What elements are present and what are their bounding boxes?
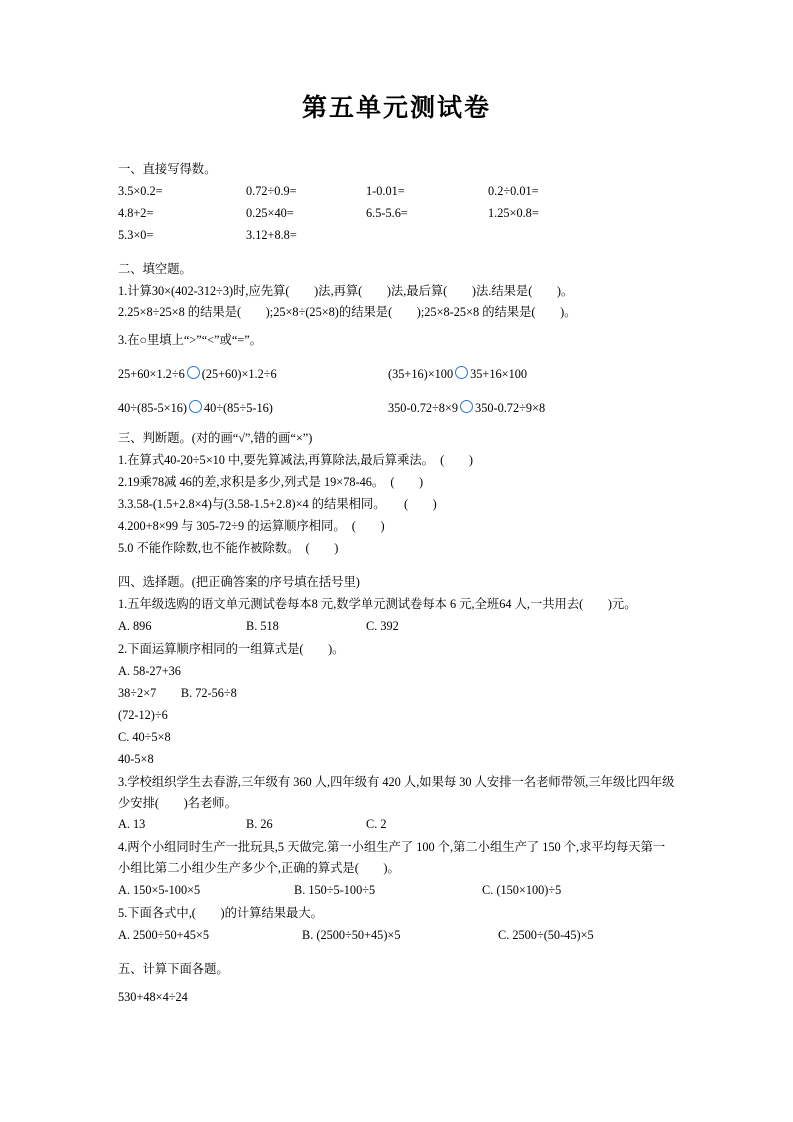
compare-left: 40÷(85-5×16) [118, 401, 188, 416]
choice-option[interactable]: C. 2 [366, 817, 387, 832]
truefalse-item-5: 5.0 不能作除数,也不能作被除数。 ( ) [118, 540, 339, 555]
choice-option[interactable]: 40-5×8 [118, 751, 154, 766]
compare-right: 35+16×100 [470, 367, 528, 382]
calc-row [118, 226, 675, 246]
calc-row [118, 204, 675, 224]
section-heading-2: 二、填空题。 [118, 261, 192, 276]
worksheet-content [0, 160, 793, 1008]
compare-row [118, 399, 675, 419]
choice-option[interactable]: C. 40÷5×8 [118, 729, 171, 744]
choice-option[interactable]: A. 58-27+36 [118, 664, 181, 679]
circle-blank-icon[interactable] [189, 400, 202, 413]
choice-item-2-text: 2.下面运算顺序相同的一组算式是( )。 [118, 642, 345, 657]
section-heading-3: 三、判断题。(对的画“√”,错的画“×”) [118, 431, 313, 446]
compare-pair [388, 399, 648, 419]
section-heading-1: 一、直接写得数。 [118, 162, 217, 176]
circle-blank-icon[interactable] [460, 400, 473, 413]
choice-item-4-text: 4.两个小组同时生产一批玩具,5 天做完.第一小组生产了 100 个,第二小组生产了 150 个,求平均每天第一小组比第二小组少生产多少个,正确的算式是( )。 [118, 840, 666, 876]
compare-left: 350-0.72÷8×9 [388, 401, 459, 416]
compare-right: (25+60)×1.2÷6 [201, 367, 277, 382]
choice-item-3-options [118, 815, 675, 835]
choice-item-4-options [118, 881, 675, 901]
calc-item: 0.25×40= [246, 205, 294, 220]
circle-blank-icon[interactable] [455, 366, 468, 379]
calc-item: 1-0.01= [366, 183, 405, 198]
choice-option[interactable]: A. 13 [118, 817, 146, 832]
choice-item-5-options [118, 926, 675, 946]
choice-option[interactable]: C. 392 [366, 619, 399, 634]
choice-item-1-options [118, 617, 675, 637]
calc-item: 3.5×0.2= [118, 183, 163, 198]
truefalse-item-4: 4.200+8×99 与 305-72÷9 的运算顺序相同。 ( ) [118, 518, 385, 533]
compare-pair [388, 365, 648, 385]
choice-option[interactable]: B. (2500÷50+45)×5 [302, 927, 401, 942]
calc-item: 1.25×0.8= [488, 205, 539, 220]
calc-row [118, 182, 675, 202]
compare-right: 40÷(85÷5-16) [204, 401, 273, 416]
fill-blank-item-3: 3.在○里填上“>”“<”或“=”。 [118, 333, 262, 348]
choice-option[interactable]: 38÷2×7 B. 72-56÷8 [118, 686, 237, 700]
choice-option[interactable]: A. 150×5-100×5 [118, 883, 201, 898]
page-title: 第五单元测试卷 [301, 95, 491, 122]
fill-blank-item-2: 2.25×8÷25×8 的结果是( );25×8÷(25×8)的结果是( );25×8-25×8 的结果是( )。 [118, 305, 577, 320]
choice-option[interactable]: B. 26 [246, 817, 273, 832]
choice-option[interactable]: C. 2500÷(50-45)×5 [498, 927, 594, 942]
section-heading-4: 四、选择题。(把正确答案的序号填在括号里) [118, 574, 360, 589]
truefalse-item-3: 3.3.58-(1.5+2.8×4)与(3.58-1.5+2.8)×4 的结果相同。 ( ) [118, 496, 437, 511]
choice-option[interactable]: B. 518 [246, 619, 279, 634]
compare-pair [118, 365, 388, 385]
choice-option[interactable]: A. 2500÷50+45×5 [118, 927, 209, 942]
circle-blank-icon[interactable] [187, 366, 200, 379]
choice-item-5-text: 5.下面各式中,( )的计算结果最大。 [118, 906, 323, 920]
compare-left: 25+60×1.2÷6 [118, 367, 185, 382]
calc-item: 5.3×0= [118, 227, 154, 242]
fill-blank-item-1: 1.计算30×(402-312÷3)时,应先算( )法,再算( )法,最后算( )法.结果是( )。 [118, 283, 574, 298]
section-heading-5: 五、计算下面各题。 [118, 961, 229, 976]
truefalse-item-1: 1.在算式40-20÷5×10 中,要先算减法,再算除法,最后算乘法。 ( ) [118, 452, 473, 467]
calc-item: 3.12+8.8= [246, 227, 297, 242]
choice-item-1-text: 1.五年级选购的语文单元测试卷每本8 元,数学单元测试卷每本 6 元,全班64 人,一共用去( )元。 [118, 597, 637, 612]
choice-item-3-text: 3.学校组织学生去春游,三年级有 360 人,四年级有 420 人,如果每 30 人安排一名老师带领,三年级比四年级少安排( )名老师。 [118, 774, 675, 810]
calc-item: 0.2÷0.01= [488, 183, 539, 198]
compare-left: (35+16)×100 [388, 367, 454, 382]
compare-row [118, 365, 675, 385]
choice-option[interactable]: (72-12)÷6 [118, 707, 168, 722]
calc-item: 0.72÷0.9= [246, 183, 297, 198]
choice-option[interactable]: A. 896 [118, 619, 152, 634]
choice-option[interactable]: C. (150×100)÷5 [482, 883, 562, 898]
truefalse-item-2: 2.19乘78减 46的差,求积是多少,列式是 19×78-46。 ( ) [118, 474, 424, 489]
choice-option[interactable]: B. 150÷5-100÷5 [294, 883, 376, 898]
compare-pair [118, 399, 388, 419]
calc-item: 6.5-5.6= [366, 205, 408, 220]
calc-item: 4.8+2= [118, 205, 154, 220]
compute-item-1: 530+48×4÷24 [118, 989, 188, 1004]
compare-right: 350-0.72÷9×8 [475, 401, 546, 416]
